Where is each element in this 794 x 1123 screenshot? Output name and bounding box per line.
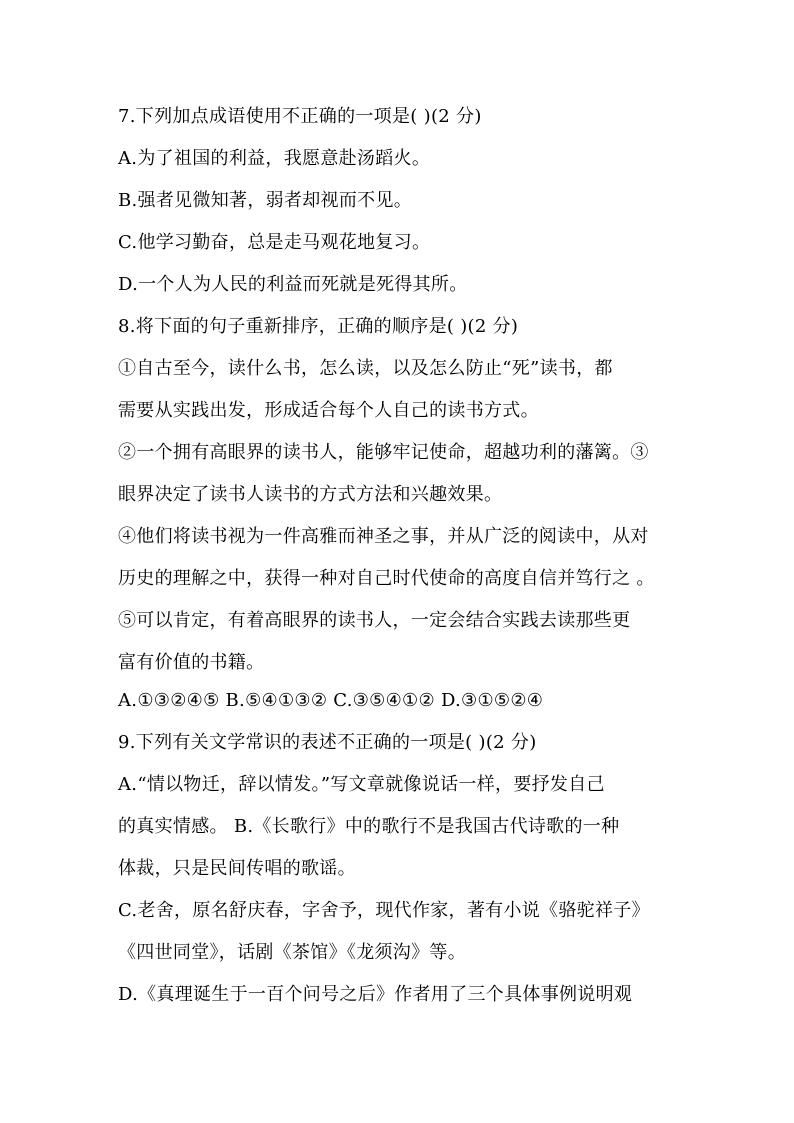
question-9-option-c-line-2: 《四世同堂》，话剧《茶馆》《龙须沟》等。	[118, 942, 466, 963]
sentence-1-line-1: ①自古至今，读什么书，怎么读，以及怎么防止“死”读书，都	[118, 358, 613, 379]
question-9-option-a-line-1: A.“情以物迁，辞以情发。”写文章就像说话一样，要抒发自己	[118, 774, 605, 795]
sentence-4-line-2: 历史的理解之中，获得一种对自己时代使命的高度自信并笃行之 。	[118, 568, 655, 589]
question-9-option-a-b-line: 的真实情感。 B.《长歌行》中的歌行不是我国古代诗歌的一种	[118, 816, 620, 837]
question-9-stem: 9.下列有关文学常识的表述不正确的一项是( )(2 分)	[118, 732, 537, 753]
question-8-stem: 8.将下面的句子重新排序，正确的顺序是( )(2 分)	[118, 316, 519, 337]
question-9-option-c-line-1: C.老舍，原名舒庆春，字舍予，现代作家，著有小说《骆驼祥子》	[118, 900, 650, 921]
question-9-option-b-line-2: 体裁，只是民间传唱的歌谣。	[118, 858, 356, 879]
sentence-4-line-1: ④他们将读书视为一件高雅而神圣之事，并从广泛的阅读中，从对	[118, 526, 649, 547]
sentence-1-line-2: 需要从实践出发，形成适合每个人自己的读书方式。	[118, 400, 539, 421]
sentence-5-line-2: 富有价值的书籍。	[118, 652, 265, 673]
question-7-option-a: A.为了祖国的利益，我愿意赴汤蹈火。	[118, 148, 431, 169]
question-7-option-c: C.他学习勤奋，总是走马观花地复习。	[118, 232, 431, 253]
question-7-stem: 7.下列加点成语使用不正确的一项是( )(2 分)	[118, 106, 482, 127]
question-8-options: A.①③②④⑤ B.⑤④①③② C.③⑤④①② D.③①⑤②④	[118, 690, 544, 711]
question-7-option-b: B.强者见微知著，弱者却视而不见。	[118, 190, 413, 211]
question-9-option-d-line-1: D.《真理诞生于一百个问号之后》作者用了三个具体事例说明观	[118, 984, 633, 1005]
sentence-3-line: 眼界决定了读书人读书的方式方法和兴趣效果。	[118, 484, 503, 505]
question-7-option-d: D.一个人为人民的利益而死就是死得其所。	[118, 274, 468, 295]
sentence-5-line-1: ⑤可以肯定，有着高眼界的读书人，一定会结合实践去读那些更	[118, 610, 631, 631]
sentence-2-line: ②一个拥有高眼界的读书人，能够牢记使命，超越功利的藩篱。③	[118, 442, 649, 463]
